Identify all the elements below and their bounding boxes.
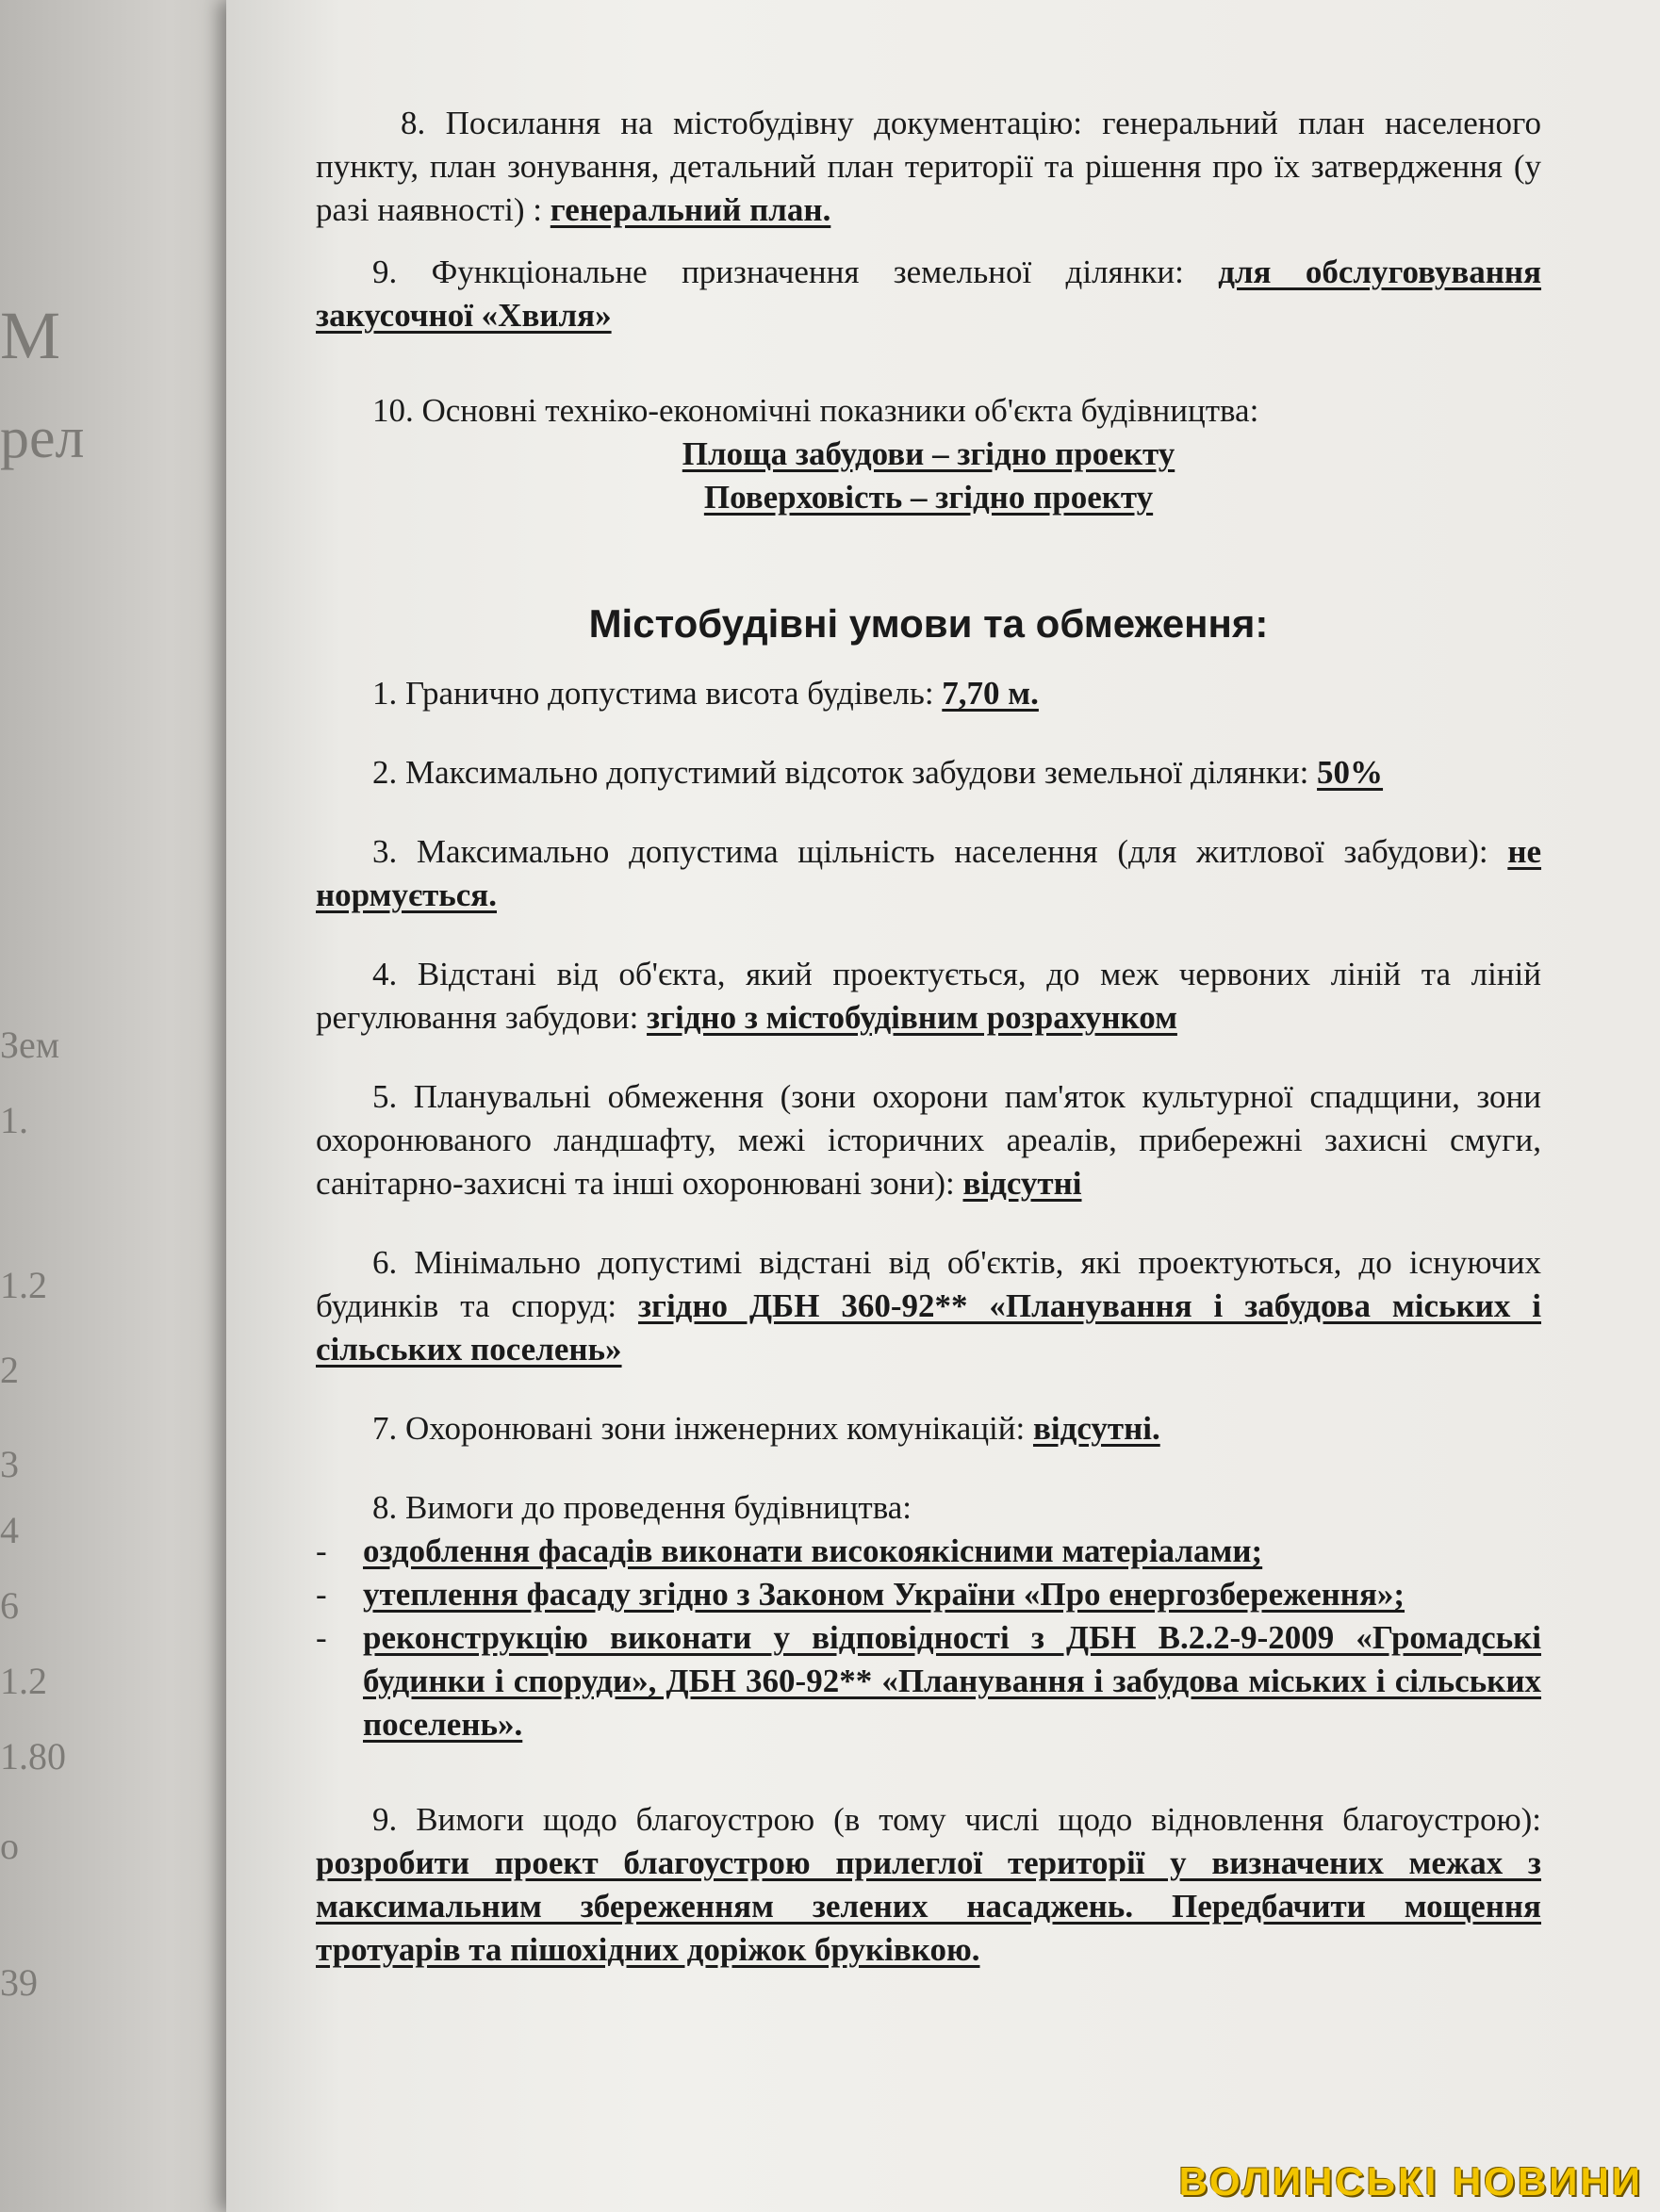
section-8-value: генеральний план. — [550, 191, 831, 228]
section-8-text: Посилання на містобудівну документацію: генеральний план населеного пункту, план зонування, детальний план території та рішення про їх затвердження (у разі наявності) : — [316, 105, 1542, 228]
left-page-fragment: М — [0, 298, 61, 373]
condition-8-item — [316, 1530, 1541, 1573]
condition-5-text: 5. Планувальні обмеження (зони охорони пам'яток культурної спадщини, зони охоронюваного ландшафту, межі історичних ареалів, прибережні захисні смуги, санітарно-захисні та інші охоронювані зони): — [316, 1078, 1541, 1202]
condition-6 — [316, 1241, 1541, 1371]
section-8 — [316, 102, 1541, 232]
watermark-logo: ВОЛИНСЬКІ НОВИНИ — [1178, 2159, 1643, 2204]
condition-6-text: 6. Мінімально допустимі відстані від об'єктів, які проектуються, до існуючих будинків та споруд: — [316, 1244, 1541, 1324]
condition-4-text: 4. Відстані від об'єкта, який проектується, до меж червоних ліній та ліній регулювання забудови: — [316, 956, 1541, 1036]
section-9-text: Функціональне призначення земельної ділянки: — [431, 254, 1184, 290]
left-page-fragment: 1.2 — [0, 1264, 47, 1306]
condition-9-value: розробити проект благоустрою прилеглої території у визначених межах з максимальним збереженням зелених насаджень. Передбачити мощення тротуарів та пішохідних доріжок бруківкою. — [316, 1844, 1541, 1968]
left-page-fragment: Зем — [0, 1024, 60, 1066]
section-10-line1-wrap — [316, 433, 1541, 476]
left-page-fragment: 1. — [0, 1099, 28, 1141]
condition-9 — [316, 1798, 1541, 1972]
section-10-line1: Площа забудови – згідно проекту — [682, 435, 1175, 472]
condition-2 — [316, 751, 1541, 795]
section-9 — [316, 251, 1541, 337]
condition-1-text: 1. Гранично допустима висота будівель: — [372, 675, 934, 712]
condition-8-item-3: реконструкцію виконати у відповідності з ДБН В.2.2-9-2009 «Громадські будинки і споруди», ДБН 360-92** «Планування і забудова міських і сільських поселень». — [363, 1619, 1541, 1743]
condition-3-text: 3. Максимально допустима щільність населення (для житлової забудови): — [372, 833, 1488, 870]
condition-7-value: відсутні. — [1032, 1410, 1160, 1447]
document-content — [316, 102, 1541, 1972]
condition-4 — [316, 953, 1541, 1040]
left-page-fragment: о — [0, 1825, 19, 1867]
condition-8-item-2: утеплення фасаду згідно з Законом України «Про енергозбереження»; — [363, 1576, 1405, 1613]
left-page-fragment: 2 — [0, 1349, 19, 1391]
condition-8-item — [316, 1616, 1541, 1746]
section-10-line2-wrap — [316, 476, 1541, 519]
condition-1 — [316, 672, 1541, 715]
left-page-fragment: 4 — [0, 1509, 19, 1551]
condition-2-text: 2. Максимально допустимий відсоток забудови земельної ділянки: — [372, 754, 1309, 791]
section-10: 10. Основні техніко-економічні показники об'єкта будівництва: — [372, 392, 1259, 429]
dash-marker: - — [316, 1532, 327, 1569]
left-page-fragment: 1.80 — [0, 1735, 66, 1778]
condition-3-value: не нормується. — [316, 833, 1542, 913]
condition-8-item-1: оздоблення фасадів виконати високоякісними матеріалами; — [363, 1532, 1263, 1569]
dash-marker: - — [316, 1576, 327, 1613]
section-8-number: 8. — [401, 105, 426, 141]
condition-8-item — [316, 1573, 1541, 1616]
left-page-fragment: 3 — [0, 1443, 19, 1485]
condition-7-text: 7. Охоронювані зони інженерних комунікацій: — [372, 1410, 1026, 1447]
section-10-line2: Поверховість – згідно проекту — [703, 479, 1154, 516]
left-page-fragment: рел — [0, 406, 85, 470]
left-page-fragment: 6 — [0, 1584, 19, 1627]
condition-2-value: 50% — [1317, 754, 1384, 791]
left-page-fragment: 39 — [0, 1961, 38, 2004]
condition-4-value: згідно з містобудівним розрахунком — [647, 999, 1177, 1036]
section-9-number: 9. — [372, 254, 398, 290]
document-page — [226, 0, 1660, 2212]
condition-5-value: відсутні — [962, 1165, 1082, 1202]
dash-marker: - — [316, 1619, 327, 1656]
section-9-value: для обслуговування закусочної «Хвиля» — [316, 254, 1542, 334]
condition-6-value: згідно ДБН 360-92** «Планування і забудова міських і сільських поселень» — [316, 1287, 1542, 1368]
left-page-fragment: 1.2 — [0, 1660, 47, 1702]
condition-1-value: 7,70 м. — [942, 675, 1039, 712]
condition-9-text: 9. Вимоги щодо благоустрою (в тому числі щодо відновлення благоустрою): — [372, 1801, 1541, 1838]
conditions-heading: Містобудівні умови та обмеження: — [588, 601, 1269, 646]
condition-5 — [316, 1075, 1541, 1205]
condition-3 — [316, 830, 1541, 917]
condition-8-text: 8. Вимоги до проведення будівництва: — [372, 1489, 912, 1526]
condition-7 — [316, 1407, 1541, 1450]
